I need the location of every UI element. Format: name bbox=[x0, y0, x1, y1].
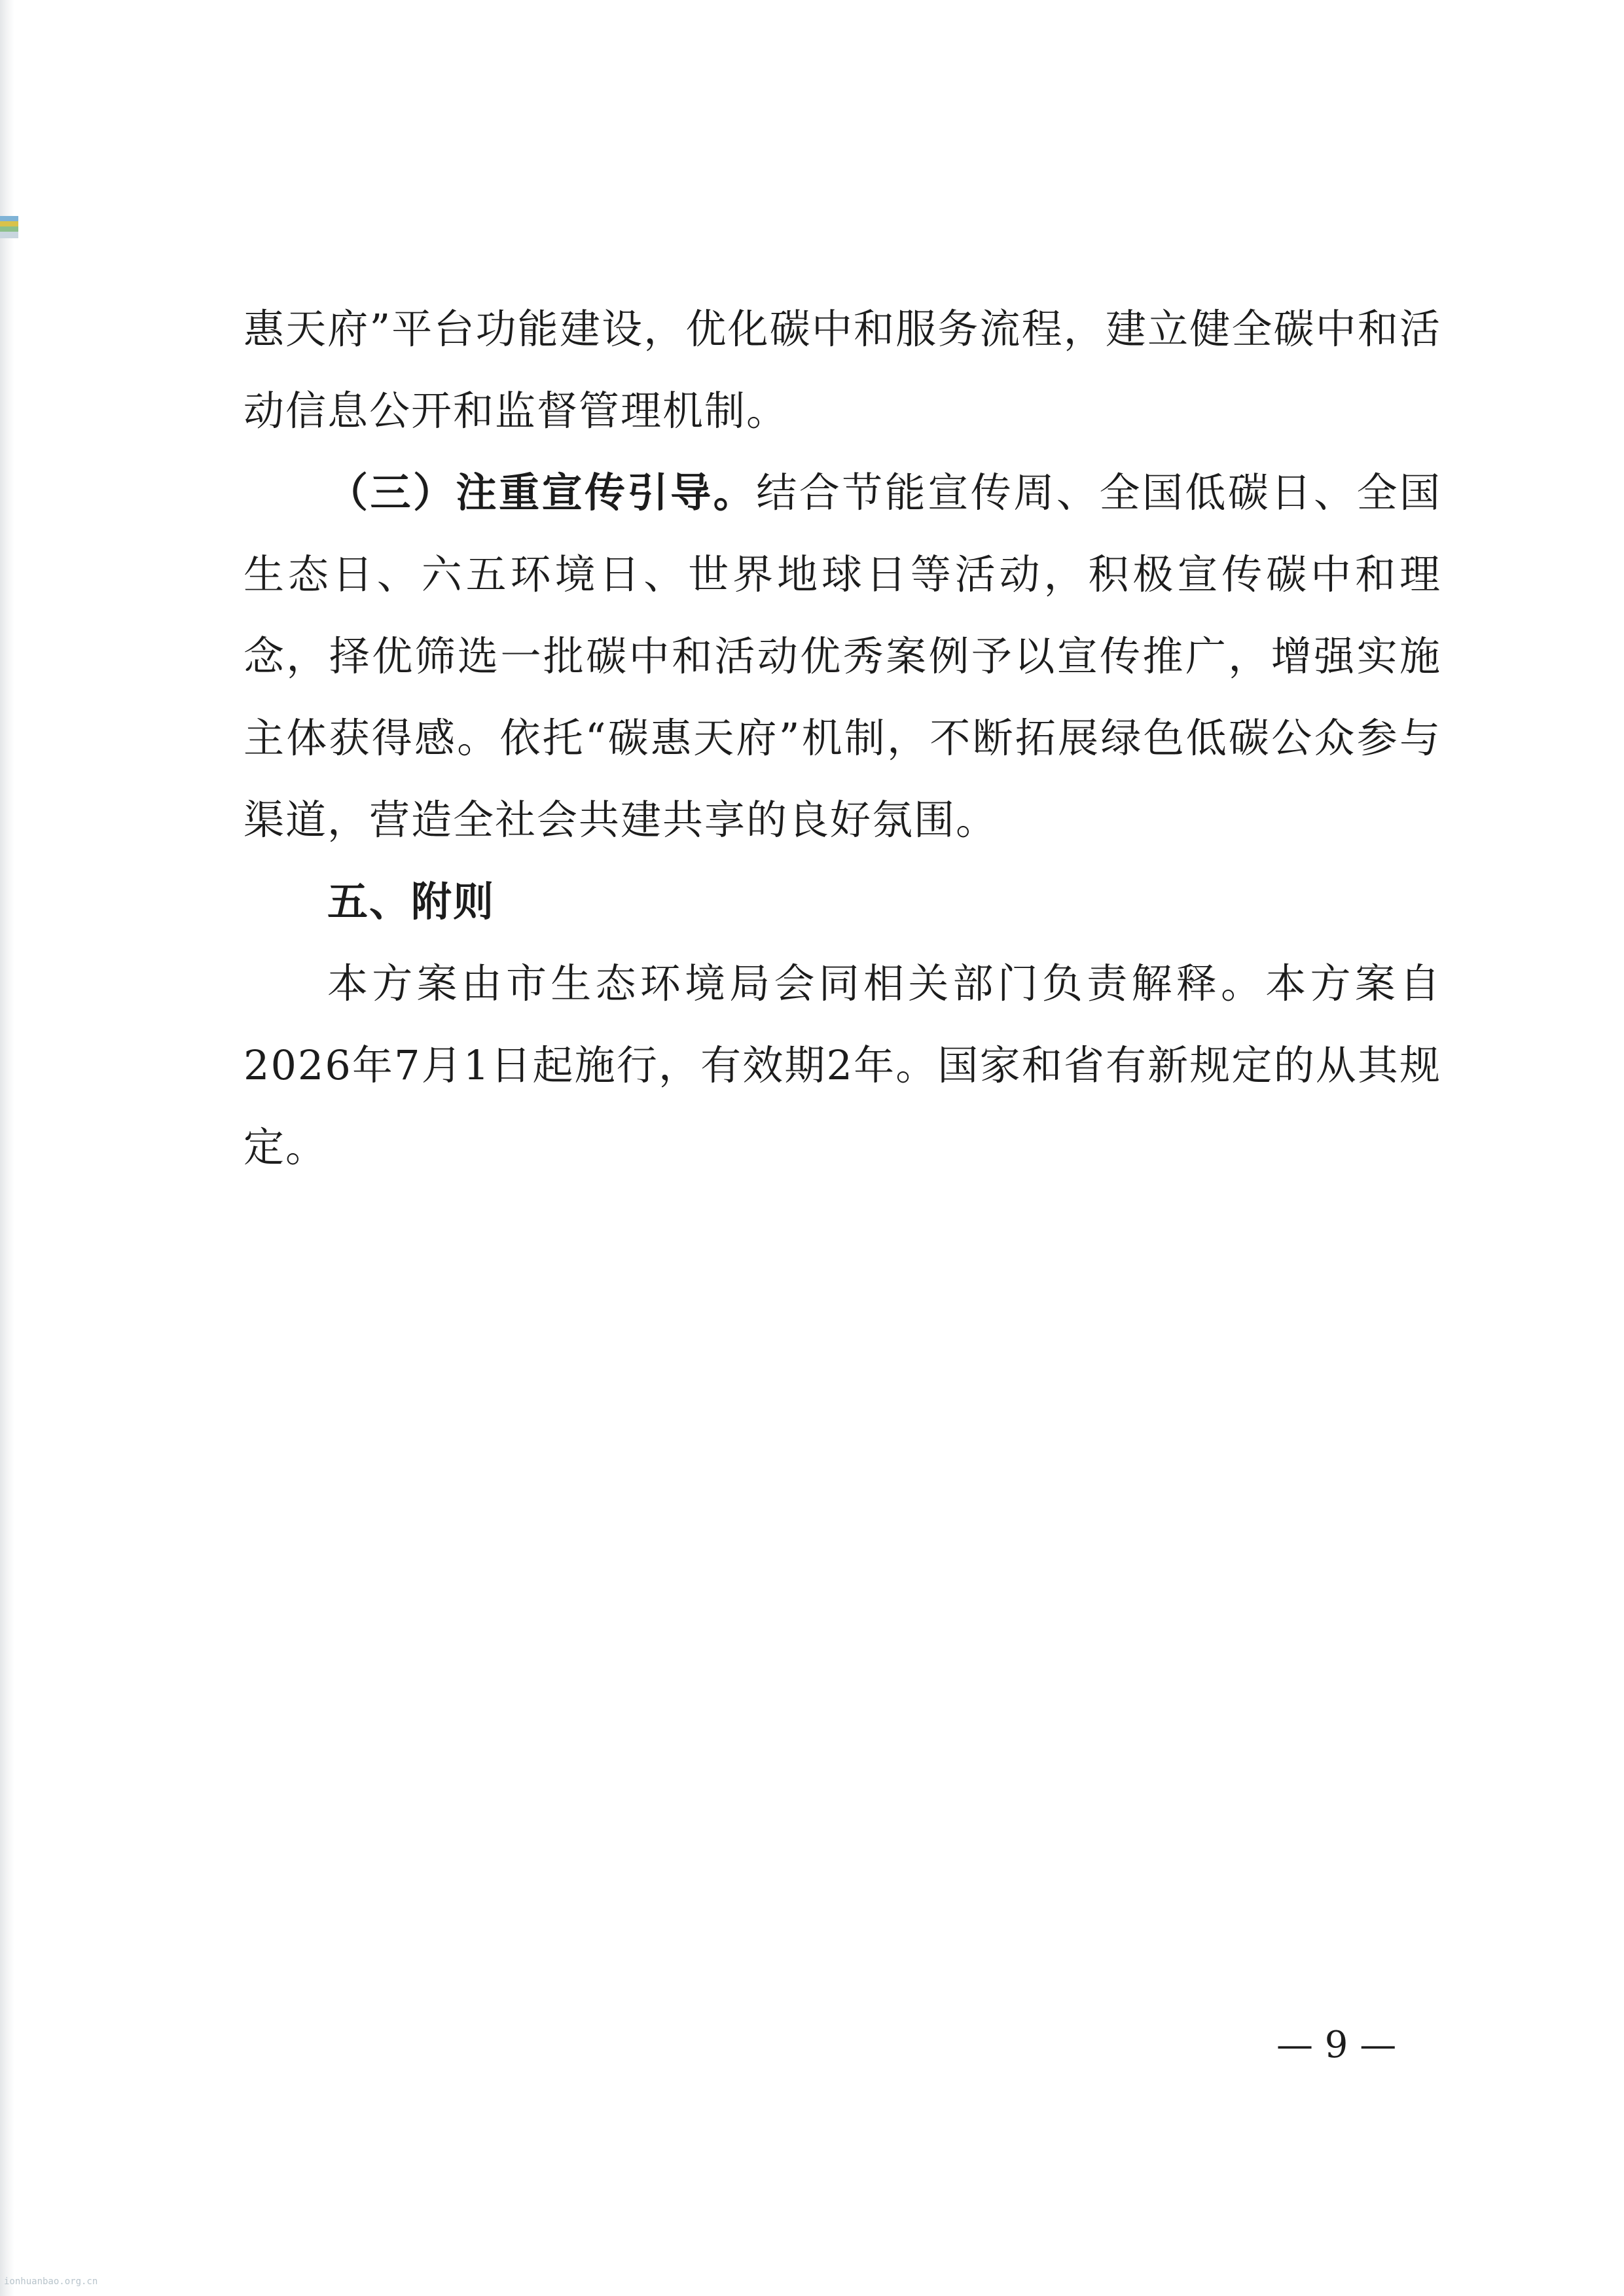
page-number: — 9 — bbox=[1276, 2024, 1397, 2066]
document-body bbox=[244, 288, 1441, 1188]
section-heading-appendix: 五、附则 bbox=[327, 878, 496, 925]
paragraph-publicity bbox=[244, 452, 1441, 861]
paragraph-continuation bbox=[244, 288, 1441, 452]
paragraph-continuation-text: 惠天府”平台功能建设，优化碳中和服务流程，建立健全碳中和活动信息公开和监督管理机制。 bbox=[244, 305, 1441, 435]
paragraph-closing: 本方案由市生态环境局会同相关部门负责解释。本方案自2026年7月1日起施行，有效期2年。国家和省有新规定的从其规定。 bbox=[244, 960, 1441, 1171]
scan-watermark: ionhuanbao.org.cn bbox=[4, 2276, 98, 2287]
paragraph-publicity-lead: （三）注重宣传引导。 bbox=[327, 469, 757, 516]
scan-left-edge bbox=[0, 0, 14, 2296]
paragraph-publicity-text: 结合节能宣传周、全国低碳日、全国生态日、六五环境日、世界地球日等活动，积极宣传碳中和理念，择优筛选一批碳中和活动优秀案例予以宣传推广，增强实施主体获得感。依托“碳惠天府”机制，不断拓展绿色低碳公众参与渠道，营造全社会共建共享的良好氛围。 bbox=[244, 469, 1441, 844]
scan-color-mark bbox=[0, 216, 18, 238]
